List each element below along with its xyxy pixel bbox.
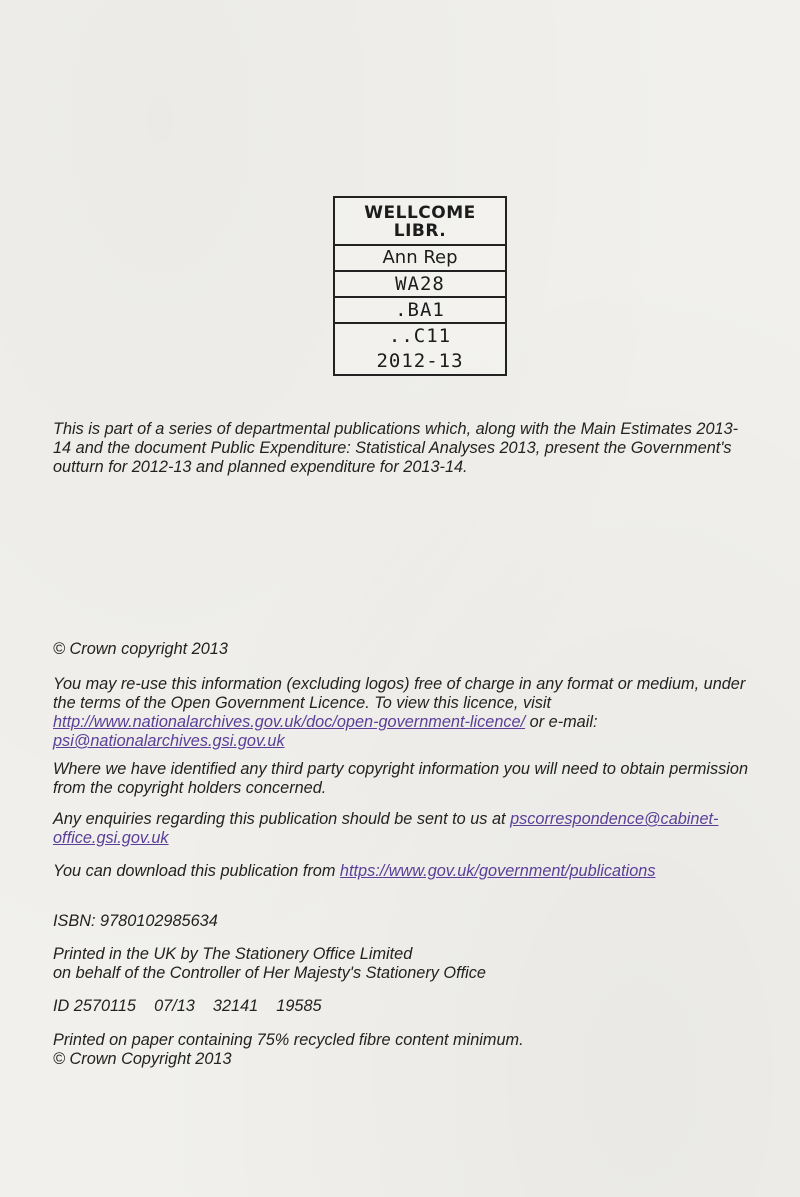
enquiries-text: Any enquiries regarding this publication should be sent to us at bbox=[53, 810, 511, 828]
printed-line-1: Printed in the UK by The Stationery Office Limited bbox=[53, 945, 413, 963]
enquiries-paragraph bbox=[53, 810, 753, 848]
licence-or-email: or e-mail: bbox=[525, 713, 598, 731]
library-stamp bbox=[333, 196, 507, 376]
id-line: ID 2570115 07/13 32141 19585 bbox=[53, 997, 322, 1015]
download-text: You can download this publication from bbox=[53, 862, 340, 880]
stamp-row-year: 2012-13 bbox=[376, 350, 464, 372]
paper-line-2: © Crown Copyright 2013 bbox=[53, 1050, 232, 1068]
stamp-row-wa28: WA28 bbox=[335, 270, 505, 296]
download-link[interactable]: https://www.gov.uk/government/publications bbox=[339, 862, 656, 880]
intro-paragraph: This is part of a series of departmental publications which, along with the Main Estimates 2013-14 and the document Public Expenditure: Statistical Analyses 2013, present the Government's outturn for 2012-13 and planned expenditure for 2013-14. bbox=[53, 420, 739, 476]
licence-link[interactable]: http://www.nationalarchives.gov.uk/doc/open-government-licence/ bbox=[53, 713, 526, 731]
third-party-paragraph: Where we have identified any third party copyright information you will need to obtain permission from the copyright holders concerned. bbox=[53, 760, 749, 797]
stamp-line-wellcome: WELLCOME bbox=[364, 203, 476, 223]
enquiries-email-link[interactable]: pscorrespondence@cabinet-office.gsi.gov.uk bbox=[53, 810, 719, 847]
stamp-row-ann-rep: Ann Rep bbox=[335, 244, 505, 270]
stamp-row-c11: ..C11 bbox=[335, 322, 505, 348]
copyright-heading: © Crown copyright 2013 bbox=[53, 640, 228, 658]
licence-paragraph bbox=[53, 675, 753, 751]
stamp-header bbox=[335, 198, 505, 244]
stamp-row-ba1: .BA1 bbox=[335, 296, 505, 322]
paper-paragraph bbox=[53, 1031, 524, 1069]
paper-line-1: Printed on paper containing 75% recycled fibre content minimum. bbox=[53, 1031, 524, 1049]
licence-text: You may re-use this information (excluding logos) free of charge in any format or medium, under the terms of the Open Government Licence. To view this licence, visit bbox=[53, 675, 746, 712]
isbn-line: ISBN: 9780102985634 bbox=[53, 912, 218, 930]
psi-email-link[interactable]: psi@nationalarchives.gsi.gov.uk bbox=[53, 732, 285, 750]
printed-line-2: on behalf of the Controller of Her Majesty's Stationery Office bbox=[53, 964, 486, 982]
download-paragraph bbox=[53, 862, 753, 881]
stamp-line-library: LIBR. bbox=[393, 221, 447, 241]
printed-by-paragraph bbox=[53, 945, 486, 983]
